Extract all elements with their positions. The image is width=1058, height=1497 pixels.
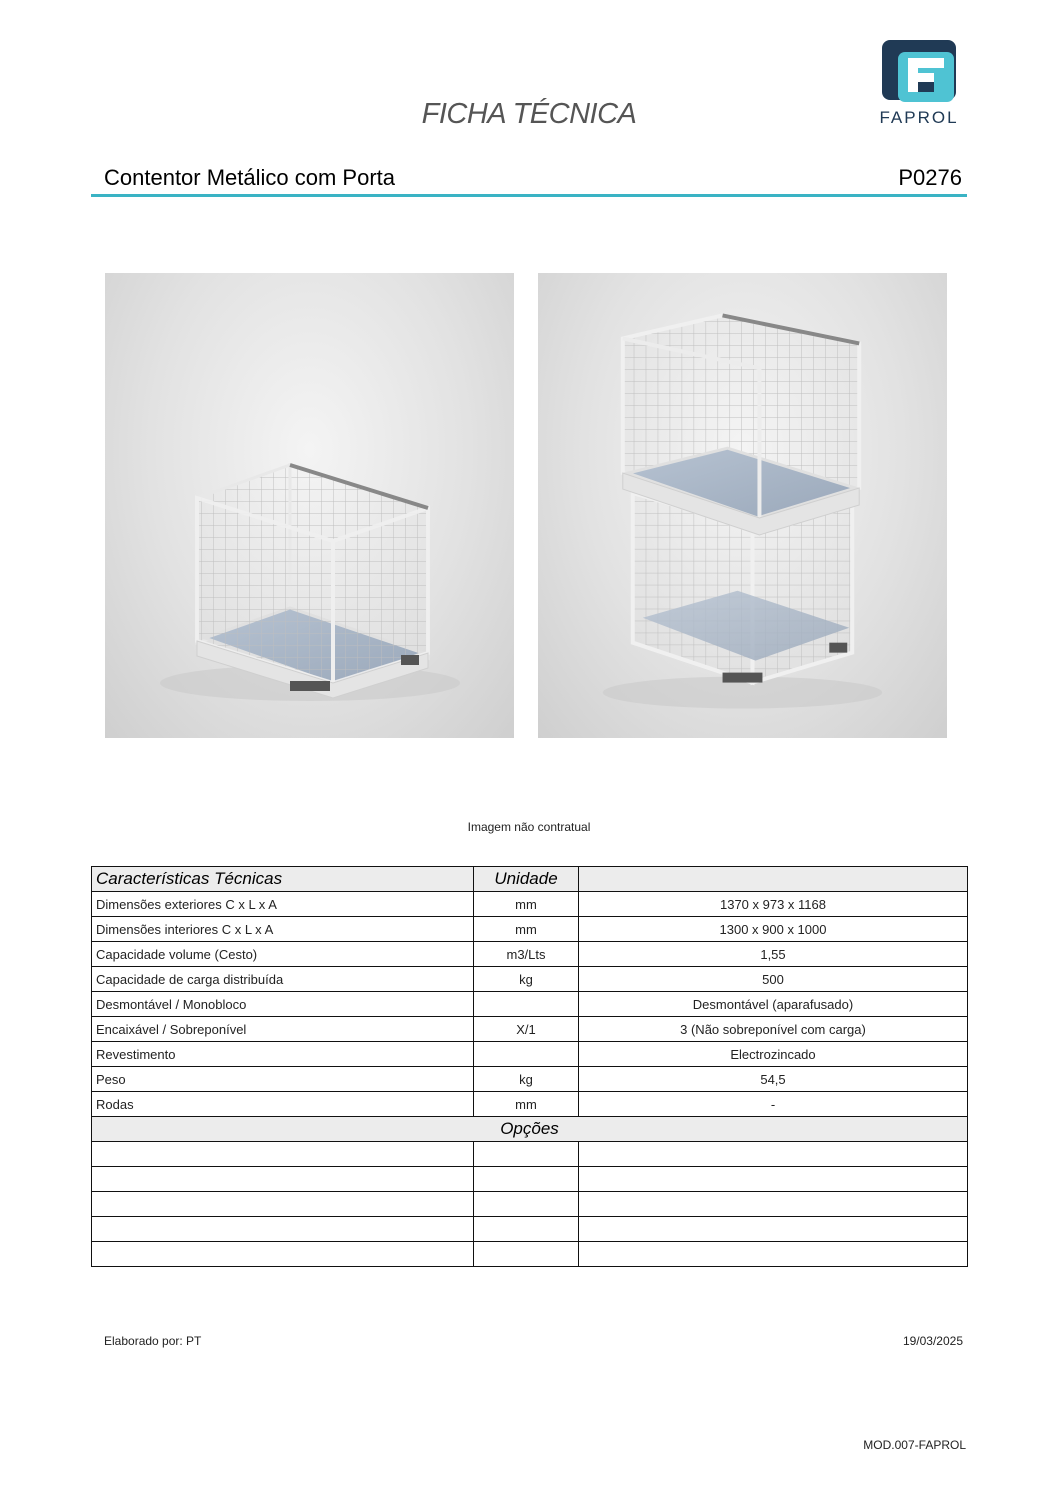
option-row	[92, 1142, 968, 1167]
option-cell	[474, 1192, 579, 1217]
table-row	[92, 942, 968, 967]
table-row	[92, 892, 968, 917]
option-cell	[474, 1242, 579, 1267]
product-image-stacked	[538, 273, 947, 738]
header-value	[579, 867, 968, 892]
option-cell	[579, 1242, 968, 1267]
table-row	[92, 967, 968, 992]
prepared-by: Elaborado por: PT	[104, 1334, 202, 1348]
spec-value: 54,5	[579, 1067, 968, 1092]
spec-unit	[474, 1042, 579, 1067]
spec-unit	[474, 992, 579, 1017]
options-header-row	[92, 1117, 968, 1142]
spec-label: Capacidade volume (Cesto)	[92, 942, 474, 967]
header-characteristics-label: Características Técnicas	[96, 869, 283, 888]
option-row	[92, 1167, 968, 1192]
spec-label: Dimensões interiores C x L x A	[92, 917, 474, 942]
option-cell	[92, 1217, 474, 1242]
table-row	[92, 1092, 968, 1117]
header-characteristics	[92, 867, 474, 892]
option-cell	[92, 1192, 474, 1217]
spec-value: Electrozincado	[579, 1042, 968, 1067]
spec-value: -	[579, 1092, 968, 1117]
logo-wordmark: FAPROL	[879, 108, 959, 127]
image-caption: Imagem não contratual	[467, 820, 591, 834]
option-cell	[474, 1142, 579, 1167]
spec-value: 1,55	[579, 942, 968, 967]
spec-label: Encaixável / Sobreponível	[92, 1017, 474, 1042]
spec-unit: mm	[474, 892, 579, 917]
form-code: MOD.007-FAPROL	[863, 1438, 966, 1452]
option-cell	[579, 1192, 968, 1217]
spec-value: Desmontável (aparafusado)	[579, 992, 968, 1017]
option-cell	[474, 1217, 579, 1242]
option-row	[92, 1217, 968, 1242]
spec-unit: mm	[474, 1092, 579, 1117]
option-row	[92, 1242, 968, 1267]
spec-unit: m3/Lts	[474, 942, 579, 967]
header-unit-label: Unidade	[494, 869, 558, 888]
spec-unit: kg	[474, 967, 579, 992]
option-cell	[92, 1242, 474, 1267]
product-image-single	[105, 273, 514, 738]
table-header-row	[92, 867, 968, 892]
option-row	[92, 1192, 968, 1217]
spec-unit: kg	[474, 1067, 579, 1092]
spec-label: Dimensões exteriores C x L x A	[92, 892, 474, 917]
document-title: FICHA TÉCNICA	[421, 98, 637, 130]
option-cell	[92, 1167, 474, 1192]
spec-label: Peso	[92, 1067, 474, 1092]
table-row	[92, 1067, 968, 1092]
table-row	[92, 992, 968, 1017]
option-cell	[92, 1142, 474, 1167]
header-unit	[474, 867, 579, 892]
option-cell	[579, 1217, 968, 1242]
product-name: Contentor Metálico com Porta	[104, 165, 396, 190]
spec-unit: X/1	[474, 1017, 579, 1042]
spec-value: 1300 x 900 x 1000	[579, 917, 968, 942]
product-code: P0276	[898, 165, 962, 190]
option-cell	[579, 1142, 968, 1167]
spec-label: Capacidade de carga distribuída	[92, 967, 474, 992]
spec-label: Rodas	[92, 1092, 474, 1117]
title-underline	[91, 194, 967, 197]
options-header	[92, 1117, 968, 1142]
table-row	[92, 1042, 968, 1067]
document-date: 19/03/2025	[902, 1334, 963, 1348]
option-cell	[474, 1167, 579, 1192]
spec-label: Desmontável / Monobloco	[92, 992, 474, 1017]
options-label: Opções	[500, 1119, 559, 1138]
spec-value: 500	[579, 967, 968, 992]
spec-label: Revestimento	[92, 1042, 474, 1067]
table-row	[92, 917, 968, 942]
option-cell	[579, 1167, 968, 1192]
spec-value: 1370 x 973 x 1168	[579, 892, 968, 917]
spec-value: 3 (Não sobreponível com carga)	[579, 1017, 968, 1042]
specifications-table	[91, 866, 968, 1267]
spec-unit: mm	[474, 917, 579, 942]
table-row	[92, 1017, 968, 1042]
